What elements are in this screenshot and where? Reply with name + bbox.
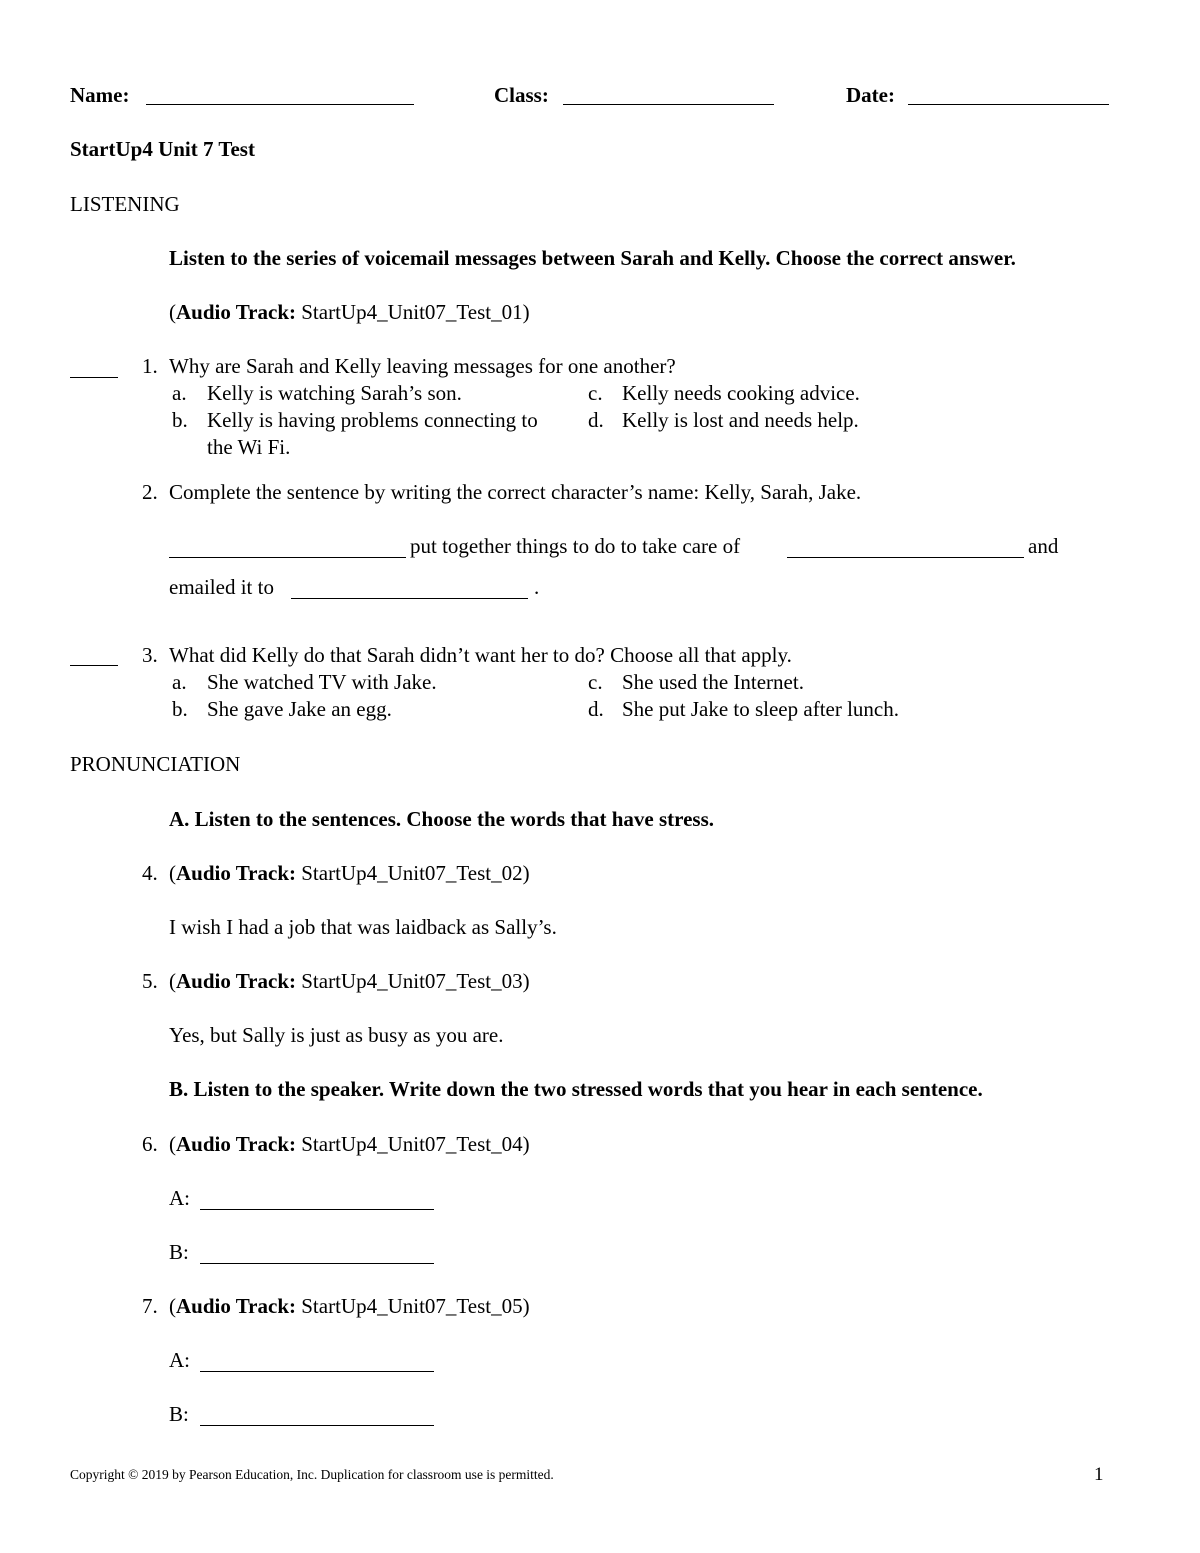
answer-blank-q3[interactable] xyxy=(70,665,118,666)
answer-label-a: A: xyxy=(169,1348,190,1372)
audio-track-1: (Audio Track: StartUp4_Unit07_Test_01) xyxy=(169,300,530,324)
answer-blank-q2-2[interactable] xyxy=(787,557,1024,558)
question-number: 4. xyxy=(142,861,158,885)
audio-track-4: (Audio Track: StartUp4_Unit07_Test_04) xyxy=(169,1132,530,1156)
answer-blank-q7-a[interactable] xyxy=(200,1371,434,1372)
question-text: Why are Sarah and Kelly leaving messages for one another? xyxy=(169,354,676,378)
question-number: 6. xyxy=(142,1132,158,1156)
answer-blank-q1[interactable] xyxy=(70,377,118,378)
question-number: 7. xyxy=(142,1294,158,1318)
section-heading-pronunciation: PRONUNCIATION xyxy=(70,752,241,776)
option-letter[interactable]: c. xyxy=(588,381,603,405)
option-text-continued: the Wi Fi. xyxy=(207,435,291,459)
answer-label-a: A: xyxy=(169,1186,190,1210)
answer-blank-q2-1[interactable] xyxy=(169,557,406,558)
answer-blank-q7-b[interactable] xyxy=(200,1425,434,1426)
sentence-middle: put together things to do to take care of xyxy=(410,534,741,558)
question-text: Complete the sentence by writing the correct character’s name: Kelly, Sarah, Jake. xyxy=(169,480,862,504)
pronunciation-instruction-a: A. Listen to the sentences. Choose the words that have stress. xyxy=(169,807,714,831)
section-heading-listening: LISTENING xyxy=(70,192,180,216)
question-number: 2. xyxy=(142,480,158,504)
option-letter[interactable]: b. xyxy=(172,408,188,432)
question-number: 5. xyxy=(142,969,158,993)
stress-sentence[interactable]: I wish I had a job that was laidback as Sally’s. xyxy=(169,915,557,939)
name-field[interactable] xyxy=(146,104,414,105)
answer-blank-q2-3[interactable] xyxy=(291,598,528,599)
option-letter[interactable]: a. xyxy=(172,670,187,694)
question-number: 1. xyxy=(142,354,158,378)
answer-label-b: B: xyxy=(169,1240,189,1264)
answer-blank-q6-a[interactable] xyxy=(200,1209,434,1210)
pronunciation-instruction-b: B. Listen to the speaker. Write down the two stressed words that you hear in each sentence. xyxy=(169,1077,983,1101)
sentence-and: and xyxy=(1028,534,1059,558)
audio-track-3: (Audio Track: StartUp4_Unit07_Test_03) xyxy=(169,969,530,993)
question-text: What did Kelly do that Sarah didn’t want her to do? Choose all that apply. xyxy=(169,643,792,667)
option-letter[interactable]: d. xyxy=(588,408,604,432)
listening-instruction: Listen to the series of voicemail messages between Sarah and Kelly. Choose the correct answer. xyxy=(169,246,1016,270)
option-text[interactable]: She used the Internet. xyxy=(622,670,804,694)
date-label: Date: xyxy=(846,83,895,107)
answer-label-b: B: xyxy=(169,1402,189,1426)
sentence-period: . xyxy=(534,575,540,599)
date-field[interactable] xyxy=(908,104,1109,105)
copyright-notice: Copyright © 2019 by Pearson Education, Inc. Duplication for classroom use is permitted. xyxy=(70,1467,554,1482)
sentence-emailed: emailed it to xyxy=(169,575,274,599)
option-text[interactable]: Kelly is having problems connecting to xyxy=(207,408,538,432)
option-letter[interactable]: b. xyxy=(172,697,188,721)
option-letter[interactable]: d. xyxy=(588,697,604,721)
class-label: Class: xyxy=(494,83,549,107)
name-label: Name: xyxy=(70,83,130,107)
audio-track-5: (Audio Track: StartUp4_Unit07_Test_05) xyxy=(169,1294,530,1318)
option-text[interactable]: Kelly needs cooking advice. xyxy=(622,381,860,405)
option-text[interactable]: She gave Jake an egg. xyxy=(207,697,392,721)
option-text[interactable]: She put Jake to sleep after lunch. xyxy=(622,697,899,721)
page-number: 1 xyxy=(1094,1464,1104,1485)
class-field[interactable] xyxy=(563,104,774,105)
audio-track-2: (Audio Track: StartUp4_Unit07_Test_02) xyxy=(169,861,530,885)
option-text[interactable]: Kelly is lost and needs help. xyxy=(622,408,859,432)
option-letter[interactable]: c. xyxy=(588,670,603,694)
option-text[interactable]: Kelly is watching Sarah’s son. xyxy=(207,381,462,405)
option-letter[interactable]: a. xyxy=(172,381,187,405)
answer-blank-q6-b[interactable] xyxy=(200,1263,434,1264)
page-title: StartUp4 Unit 7 Test xyxy=(70,137,255,161)
option-text[interactable]: She watched TV with Jake. xyxy=(207,670,437,694)
question-number: 3. xyxy=(142,643,158,667)
stress-sentence[interactable]: Yes, but Sally is just as busy as you are. xyxy=(169,1023,504,1047)
